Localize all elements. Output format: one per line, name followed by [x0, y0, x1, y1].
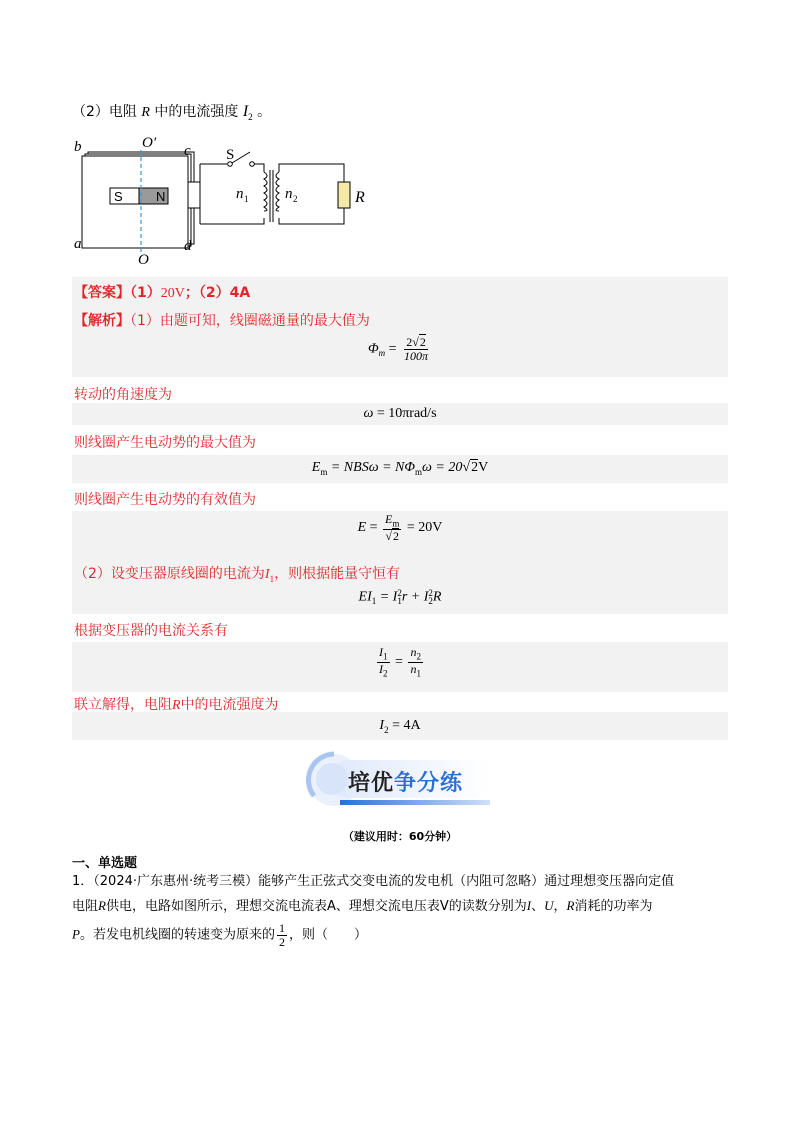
question-1-line-2: 电阻R供电，电路如图所示，理想交流电流表A、理想交流电压表V的读数分别为I、U，R消耗的功率为: [72, 898, 653, 914]
label-a: a: [74, 236, 82, 252]
label-o-prime: O′: [142, 135, 157, 151]
question-line: （2）电阻 R 中的电流强度 $I_2$ 。: [72, 103, 272, 122]
time-advice: （建议用时：60分钟）: [342, 830, 458, 843]
answer-line: 【答案】（1）20V；（2）4A: [74, 285, 251, 301]
question-1-line-3: P。若发电机线圈的转速变为原来的 $\frac{1}{2}$ ，则（ ）: [72, 921, 367, 949]
n2-label: n: [285, 186, 293, 202]
analysis-line-1: 【解析】（1）由题可知，线圈磁通量的最大值为: [74, 313, 370, 329]
equation-current-ratio: $\frac{I_1}{I_2}$ = $\frac{n_2}{n_1}$: [379, 645, 421, 679]
analysis-line-6: 根据变压器的电流关系有: [74, 623, 228, 639]
analysis-line-7: 联立解得，电阻R中的电流强度为: [74, 697, 279, 713]
svg-text:1: 1: [244, 194, 249, 204]
magnet-s-label: S: [114, 189, 123, 204]
equation-omega: ω = 10πrad/s: [363, 406, 437, 421]
section-heading: 一、单选题: [72, 856, 138, 871]
section-banner: [300, 748, 500, 814]
question-1-line-1: 1．（2024·广东惠州·统考三模）能够产生正弦式交变电流的发电机（内阻可忽略）通过理想变压器向定值: [72, 874, 675, 889]
equation-phi-max: $\Phi_m$ = $\frac{2√2}{100\pi}$: [367, 335, 429, 363]
equation-energy: $EI_1 = I$ 2 1 r + I 2 2 R: [358, 588, 442, 607]
svg-text:2: 2: [293, 194, 298, 204]
label-d: d: [184, 238, 192, 254]
resistor-label: R: [355, 189, 365, 206]
n1-label: n: [236, 186, 244, 202]
equation-result: $I_2 = 4A$: [379, 718, 421, 735]
equation-emf-rms: E = $\frac{E_m}{√2}$ = 20V: [357, 512, 443, 543]
analysis-line-5: （2）设变压器原线圈的电流为$I_1$，则根据能量守恒有: [74, 566, 401, 584]
label-o: O: [138, 252, 149, 268]
analysis-line-3: 则线圈产生电动势的最大值为: [74, 435, 256, 451]
label-b: b: [74, 139, 82, 155]
label-c: c: [184, 143, 191, 159]
magnet-n-label: N: [156, 189, 166, 204]
switch-label: S: [226, 147, 235, 163]
equation-emf-max: $E_m = NBS\omega = N\Phi_m\omega = 20√2V$: [311, 460, 489, 477]
circuit-figure: [72, 132, 372, 272]
banner-title: 培优争分练: [348, 771, 464, 796]
analysis-line-2: 转动的角速度为: [74, 387, 172, 403]
analysis-line-4: 则线圈产生电动势的有效值为: [74, 492, 256, 508]
